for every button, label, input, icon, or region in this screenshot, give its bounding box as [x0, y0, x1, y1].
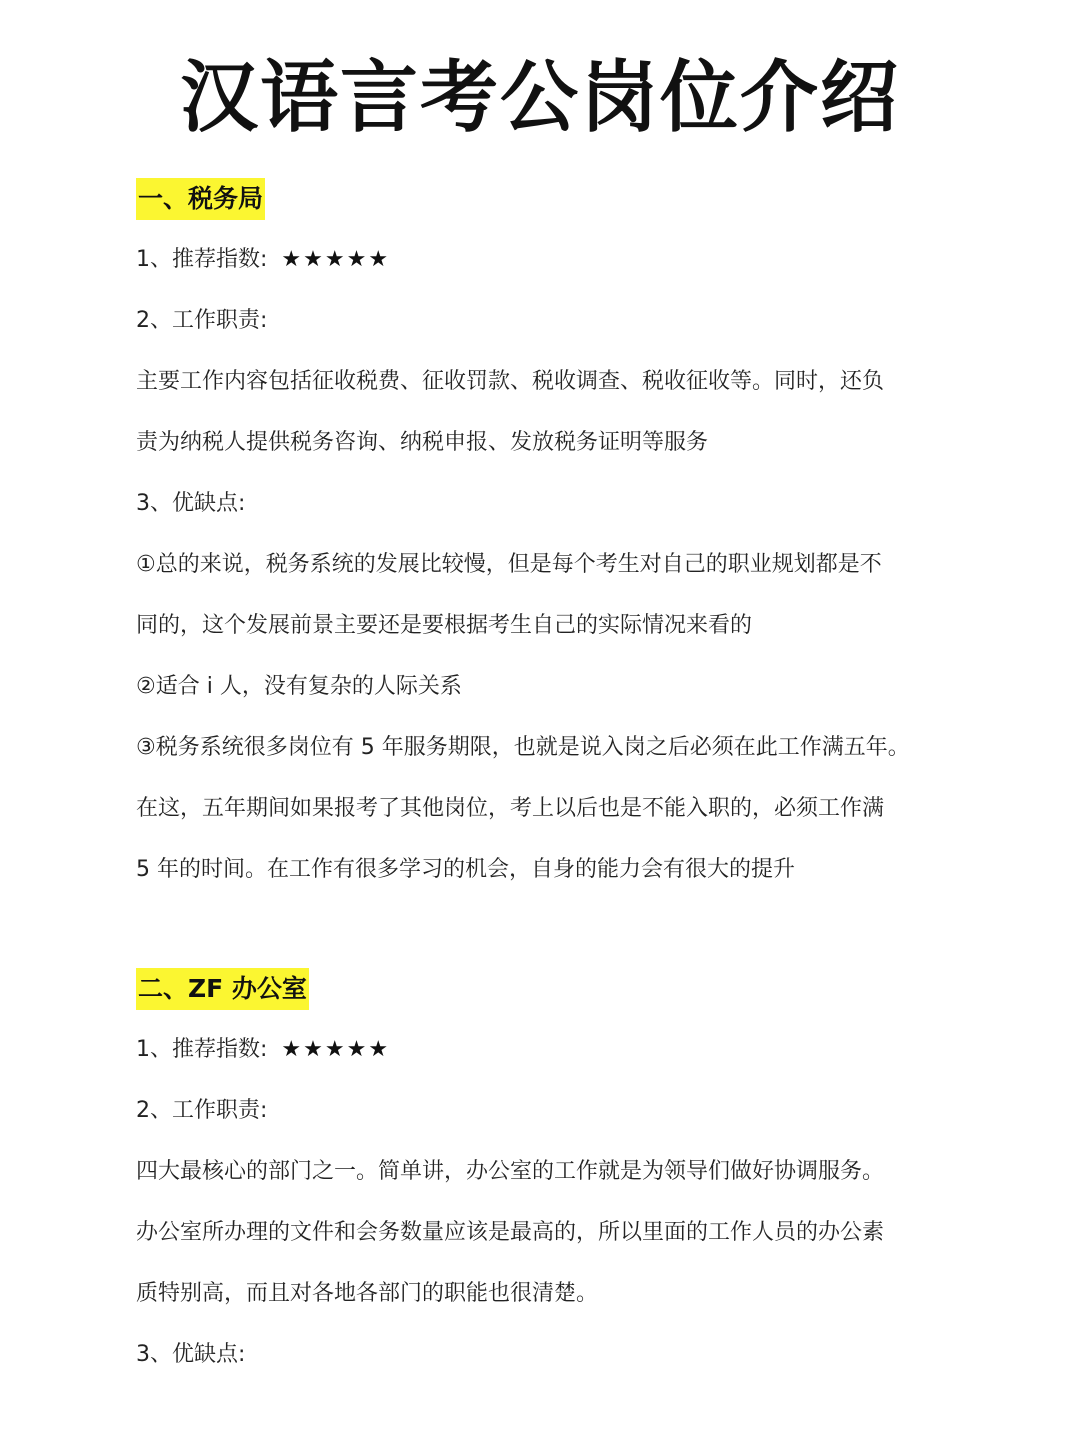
rating-stars: ★★★★★ [281, 1037, 391, 1062]
rating-row [136, 1019, 976, 1080]
pros-cons-line: 在这，五年期间如果报考了其他岗位，考上以后也是不能入职的，必须工作满 [136, 796, 885, 821]
pros-cons-label: 3、优缺点: [136, 1342, 246, 1367]
duties-label: 2、工作职责: [136, 1098, 268, 1123]
page-title: 汉语言考公岗位介绍 [179, 53, 900, 143]
duties-line: 责为纳税人提供税务咨询、纳税申报、发放税务证明等服务 [136, 430, 709, 455]
rating-label: 1、推荐指数: [136, 247, 268, 272]
pros-cons-line: ②适合 i 人，没有复杂的人际关系 [136, 674, 462, 699]
pros-cons-line: 同的，这个发展前景主要还是要根据考生自己的实际情况来看的 [136, 613, 753, 638]
section-government-office [136, 958, 976, 1385]
pros-cons-line: ①总的来说，税务系统的发展比较慢，但是每个考生对自己的职业规划都是不 [136, 552, 882, 577]
rating-row [136, 229, 976, 290]
rating-stars: ★★★★★ [281, 247, 391, 272]
pros-cons-label: 3、优缺点: [136, 491, 246, 516]
duties-line: 办公室所办理的文件和会务数量应该是最高的，所以里面的工作人员的办公素 [136, 1220, 885, 1245]
duties-line: 四大最核心的部门之一。简单讲，办公室的工作就是为领导们做好协调服务。 [136, 1159, 885, 1184]
duties-line: 质特别高，而且对各地各部门的职能也很清楚。 [136, 1281, 599, 1306]
section-tax-bureau [136, 168, 976, 900]
section-heading: 一、税务局 [136, 178, 265, 220]
section-heading: 二、ZF 办公室 [136, 968, 309, 1010]
pros-cons-line: ③税务系统很多岗位有 5 年服务期限，也就是说入岗之后必须在此工作满五年。 [136, 735, 910, 760]
rating-label: 1、推荐指数: [136, 1037, 268, 1062]
duties-line: 主要工作内容包括征收税费、征收罚款、税收调查、税收征收等。同时，还负 [136, 369, 885, 394]
duties-label: 2、工作职责: [136, 308, 268, 333]
pros-cons-line: 5 年的时间。在工作有很多学习的机会，自身的能力会有很大的提升 [136, 857, 795, 882]
